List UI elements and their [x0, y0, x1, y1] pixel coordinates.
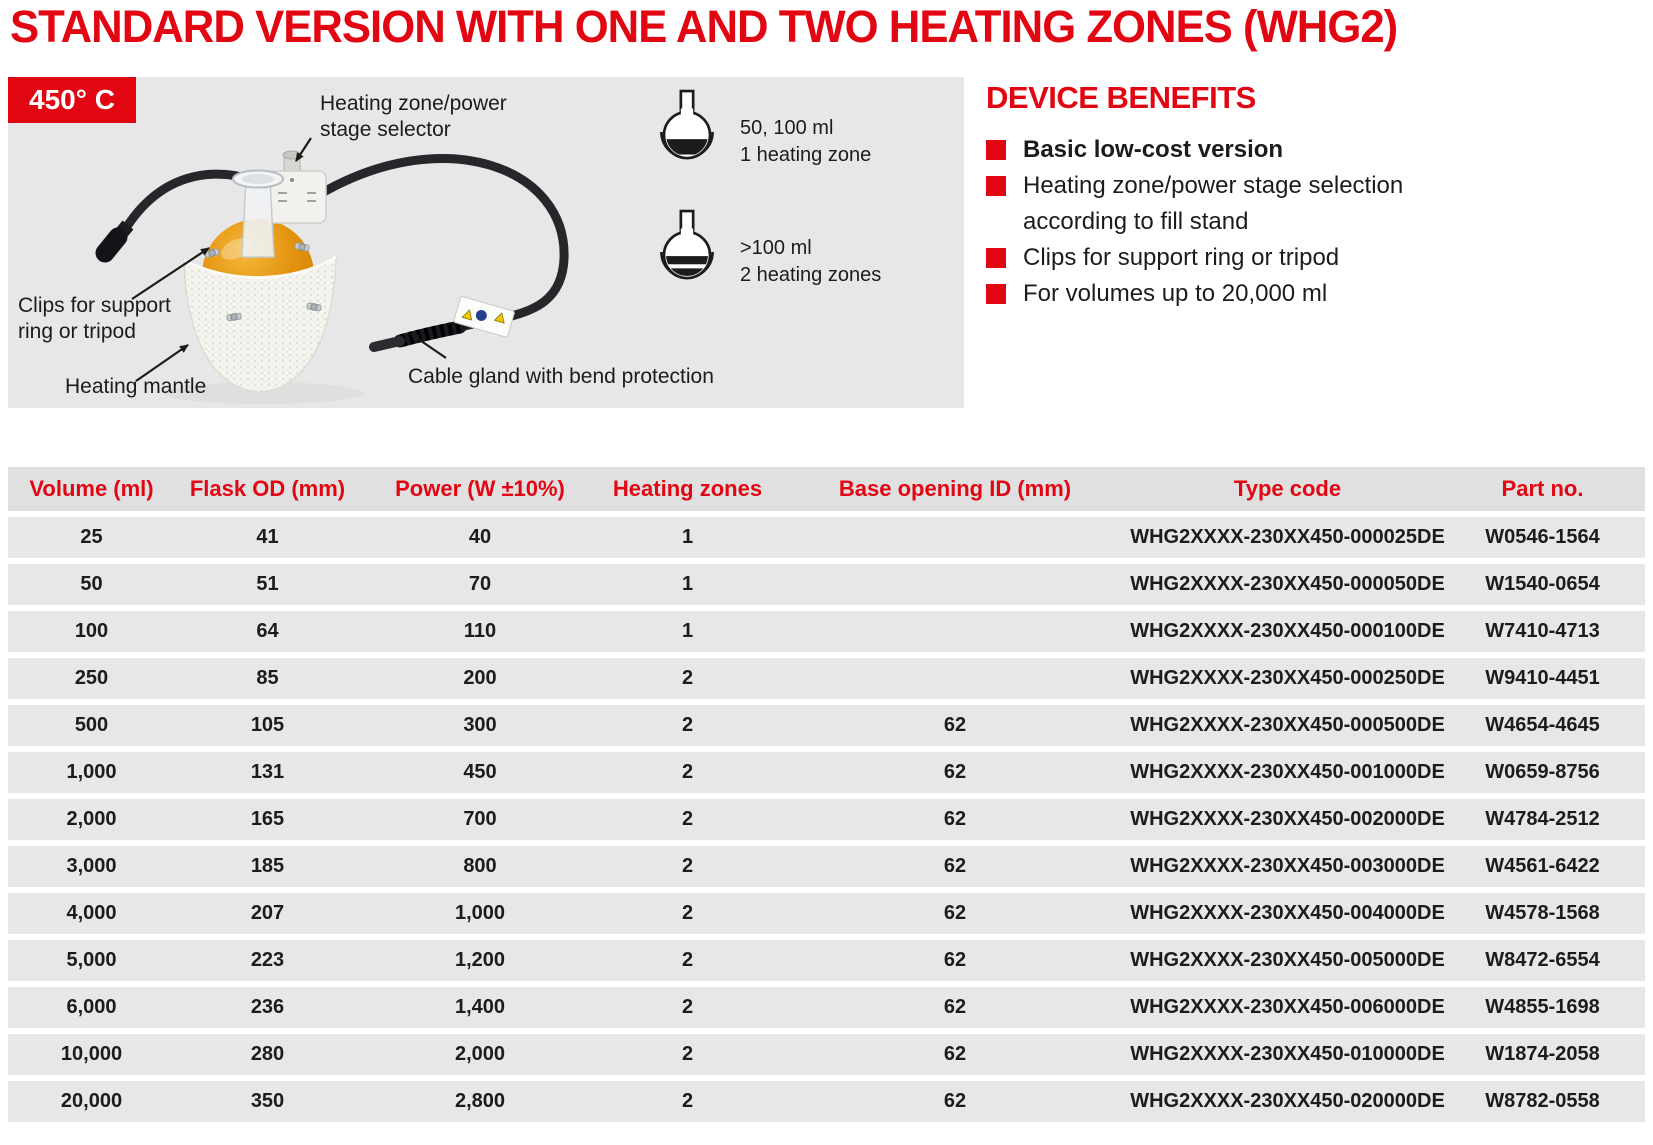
- callout-cable-gland: Cable gland with bend protection: [408, 365, 714, 388]
- cell-type-code: WHG2XXXX-230XX450-005000DE: [1130, 949, 1445, 971]
- cell-power: 300: [463, 714, 497, 736]
- cell-power: 200: [463, 667, 497, 689]
- callout-clips: Clips for support ring or tripod: [18, 294, 171, 343]
- table-row: [8, 799, 1645, 840]
- table-row: [8, 752, 1645, 793]
- benefits-heading: DEVICE BENEFITS: [986, 80, 1256, 115]
- cell-heating-zones: 1: [681, 620, 694, 642]
- cell-part-no: W9410-4451: [1485, 667, 1600, 689]
- cell-power: 70: [468, 573, 492, 595]
- benefit-item: [986, 168, 1606, 240]
- cell-heating-zones: 2: [681, 1090, 694, 1112]
- cell-volume: 25: [80, 526, 103, 548]
- cell-type-code: WHG2XXXX-230XX450-004000DE: [1130, 902, 1445, 924]
- cell-flask-od: 41: [256, 526, 279, 548]
- benefit-text: Clips for support ring or tripod: [1023, 244, 1340, 271]
- cell-power: 110: [463, 620, 497, 642]
- legend-zones: 1 heating zone: [740, 144, 872, 166]
- bullet-square-icon: [986, 248, 1006, 268]
- legend-item-one-zone: [658, 89, 881, 175]
- cell-volume: 10,000: [60, 1043, 123, 1065]
- cell-flask-od: 223: [250, 949, 285, 971]
- cell-part-no: W4561-6422: [1485, 855, 1600, 877]
- table-row: [8, 611, 1645, 652]
- column-header-volume: Volume (ml): [29, 476, 154, 501]
- cell-type-code: WHG2XXXX-230XX450-003000DE: [1130, 855, 1445, 877]
- cell-flask-od: 280: [250, 1043, 285, 1065]
- cell-power: 450: [463, 761, 497, 783]
- callout-selector: Heating zone/power stage selector: [320, 92, 507, 141]
- cell-flask-od: 85: [256, 667, 279, 689]
- cell-base-opening-id: [775, 517, 1135, 558]
- cell-base-opening-id: [775, 658, 1135, 699]
- cell-flask-od: 207: [250, 902, 285, 924]
- cell-part-no: W0546-1564: [1485, 526, 1600, 548]
- cell-part-no: W4578-1568: [1485, 902, 1600, 924]
- cell-heating-zones: 2: [681, 949, 694, 971]
- cell-volume: 6,000: [66, 996, 117, 1018]
- cell-volume: 100: [74, 620, 109, 642]
- benefit-item: [986, 240, 1606, 276]
- cell-flask-od: 165: [250, 808, 285, 830]
- selector-control-box: [268, 151, 326, 223]
- column-header-flask-od: Flask OD (mm): [189, 476, 346, 501]
- table-row: [8, 658, 1645, 699]
- page-title: STANDARD VERSION WITH ONE AND TWO HEATING ZONES (WHG2): [10, 1, 1398, 52]
- cell-type-code: WHG2XXXX-230XX450-002000DE: [1130, 808, 1445, 830]
- callout-mantle: Heating mantle: [65, 375, 207, 398]
- cell-heating-zones: 2: [681, 714, 694, 736]
- cell-volume: 500: [74, 714, 109, 736]
- benefit-list: [986, 132, 1606, 312]
- legend-zones: 2 heating zones: [740, 264, 882, 286]
- cell-volume: 50: [80, 573, 103, 595]
- cell-flask-od: 64: [256, 620, 279, 642]
- cell-part-no: W0659-8756: [1485, 761, 1600, 783]
- table-row: [8, 846, 1645, 887]
- table-row: [8, 564, 1645, 605]
- cell-type-code: WHG2XXXX-230XX450-000500DE: [1130, 714, 1445, 736]
- table-row: [8, 705, 1645, 746]
- cell-flask-od: 131: [250, 761, 285, 783]
- flask-legend: [658, 89, 881, 295]
- table-row: [8, 940, 1645, 981]
- cell-base-opening-id: 62: [943, 761, 967, 783]
- cell-power: 800: [463, 855, 497, 877]
- bullet-square-icon: [986, 176, 1006, 196]
- legend-text: [740, 89, 871, 169]
- column-header-part-no: Part no.: [1501, 476, 1584, 501]
- cell-heating-zones: 1: [681, 526, 694, 548]
- cell-power: 1,200: [454, 949, 506, 971]
- flask-1-zone-icon: [658, 89, 716, 175]
- spec-table-header: [8, 467, 1645, 511]
- cell-part-no: W4784-2512: [1485, 808, 1600, 830]
- cell-heating-zones: 2: [681, 761, 694, 783]
- cell-power: 700: [463, 808, 497, 830]
- legend-item-two-zones: [658, 209, 881, 295]
- cell-base-opening-id: [775, 564, 1135, 605]
- cell-part-no: W1874-2058: [1485, 1043, 1600, 1065]
- power-cable-loop: [322, 159, 564, 327]
- bullet-square-icon: [986, 140, 1006, 160]
- cell-type-code: WHG2XXXX-230XX450-000100DE: [1130, 620, 1445, 642]
- table-row: [8, 1081, 1645, 1122]
- cell-flask-od: 185: [250, 855, 285, 877]
- cell-heating-zones: 1: [681, 573, 694, 595]
- cell-base-opening-id: 62: [943, 1043, 967, 1065]
- cell-volume: 1,000: [66, 761, 117, 783]
- product-panel: [8, 77, 964, 408]
- cell-base-opening-id: 62: [943, 714, 967, 736]
- selector-arrow: [296, 138, 311, 161]
- benefit-text: For volumes up to 20,000 ml: [1023, 280, 1328, 307]
- cell-type-code: WHG2XXXX-230XX450-000025DE: [1130, 526, 1445, 548]
- cell-volume: 250: [74, 667, 109, 689]
- benefit-text: Basic low-cost version: [1023, 136, 1284, 163]
- bullet-square-icon: [986, 284, 1006, 304]
- cell-heating-zones: 2: [681, 902, 694, 924]
- cell-type-code: WHG2XXXX-230XX450-000050DE: [1130, 573, 1445, 595]
- cell-power: 2,800: [454, 1090, 506, 1112]
- legend-volume: >100 ml: [740, 237, 812, 259]
- cell-base-opening-id: 62: [943, 996, 967, 1018]
- cell-heating-zones: 2: [681, 808, 694, 830]
- benefit-item: [986, 132, 1606, 168]
- cell-flask-od: 236: [250, 996, 285, 1018]
- cell-heating-zones: 2: [681, 855, 694, 877]
- table-row: [8, 893, 1645, 934]
- cell-flask-od: 51: [256, 573, 279, 595]
- legend-text: [740, 209, 881, 289]
- cell-type-code: WHG2XXXX-230XX450-006000DE: [1130, 996, 1445, 1018]
- cell-type-code: WHG2XXXX-230XX450-010000DE: [1130, 1043, 1445, 1065]
- column-header-heating-zones: Heating zones: [612, 476, 763, 501]
- legend-volume: 50, 100 ml: [740, 117, 834, 139]
- cell-power: 40: [468, 526, 492, 548]
- column-header-type-code: Type code: [1233, 476, 1342, 501]
- spec-table: [8, 467, 1645, 1122]
- column-header-base-opening-id: Base opening ID (mm): [838, 476, 1072, 501]
- cell-base-opening-id: 62: [943, 949, 967, 971]
- heating-mantle-bowl: [184, 257, 336, 392]
- cell-part-no: W7410-4713: [1485, 620, 1600, 642]
- cell-part-no: W8472-6554: [1485, 949, 1600, 971]
- cell-type-code: WHG2XXXX-230XX450-020000DE: [1130, 1090, 1445, 1112]
- max-temperature-badge: 450° C: [8, 77, 136, 123]
- cell-heating-zones: 2: [681, 1043, 694, 1065]
- cell-power: 1,000: [454, 902, 506, 924]
- device-benefits: [986, 80, 1606, 312]
- cell-part-no: W4855-1698: [1485, 996, 1600, 1018]
- column-header-power: Power (W ±10%): [395, 476, 565, 501]
- cell-part-no: W4654-4645: [1485, 714, 1600, 736]
- cell-base-opening-id: 62: [943, 902, 967, 924]
- cell-flask-od: 350: [250, 1090, 285, 1112]
- cell-base-opening-id: 62: [943, 1090, 967, 1112]
- table-row: [8, 517, 1645, 558]
- cell-type-code: WHG2XXXX-230XX450-001000DE: [1130, 761, 1445, 783]
- cell-heating-zones: 2: [681, 996, 694, 1018]
- table-row: [8, 1034, 1645, 1075]
- cell-part-no: W1540-0654: [1485, 573, 1600, 595]
- cell-power: 2,000: [454, 1043, 506, 1065]
- cell-base-opening-id: 62: [943, 808, 967, 830]
- benefit-item: [986, 276, 1606, 312]
- cell-type-code: WHG2XXXX-230XX450-000250DE: [1130, 667, 1445, 689]
- cell-flask-od: 105: [250, 714, 285, 736]
- cell-volume: 5,000: [66, 949, 117, 971]
- flask-2-zones-icon: [658, 209, 716, 295]
- cell-base-opening-id: [775, 611, 1135, 652]
- table-row: [8, 987, 1645, 1028]
- cell-part-no: W8782-0558: [1485, 1090, 1600, 1112]
- cell-power: 1,400: [454, 996, 506, 1018]
- cell-volume: 3,000: [66, 855, 117, 877]
- benefit-text: Heating zone/power stage selection according to fill stand: [1023, 172, 1404, 235]
- cell-base-opening-id: 62: [943, 855, 967, 877]
- cell-volume: 20,000: [60, 1090, 123, 1112]
- cell-volume: 4,000: [66, 902, 117, 924]
- cell-heating-zones: 2: [681, 667, 694, 689]
- spec-table-body: [8, 517, 1645, 1122]
- cell-volume: 2,000: [66, 808, 117, 830]
